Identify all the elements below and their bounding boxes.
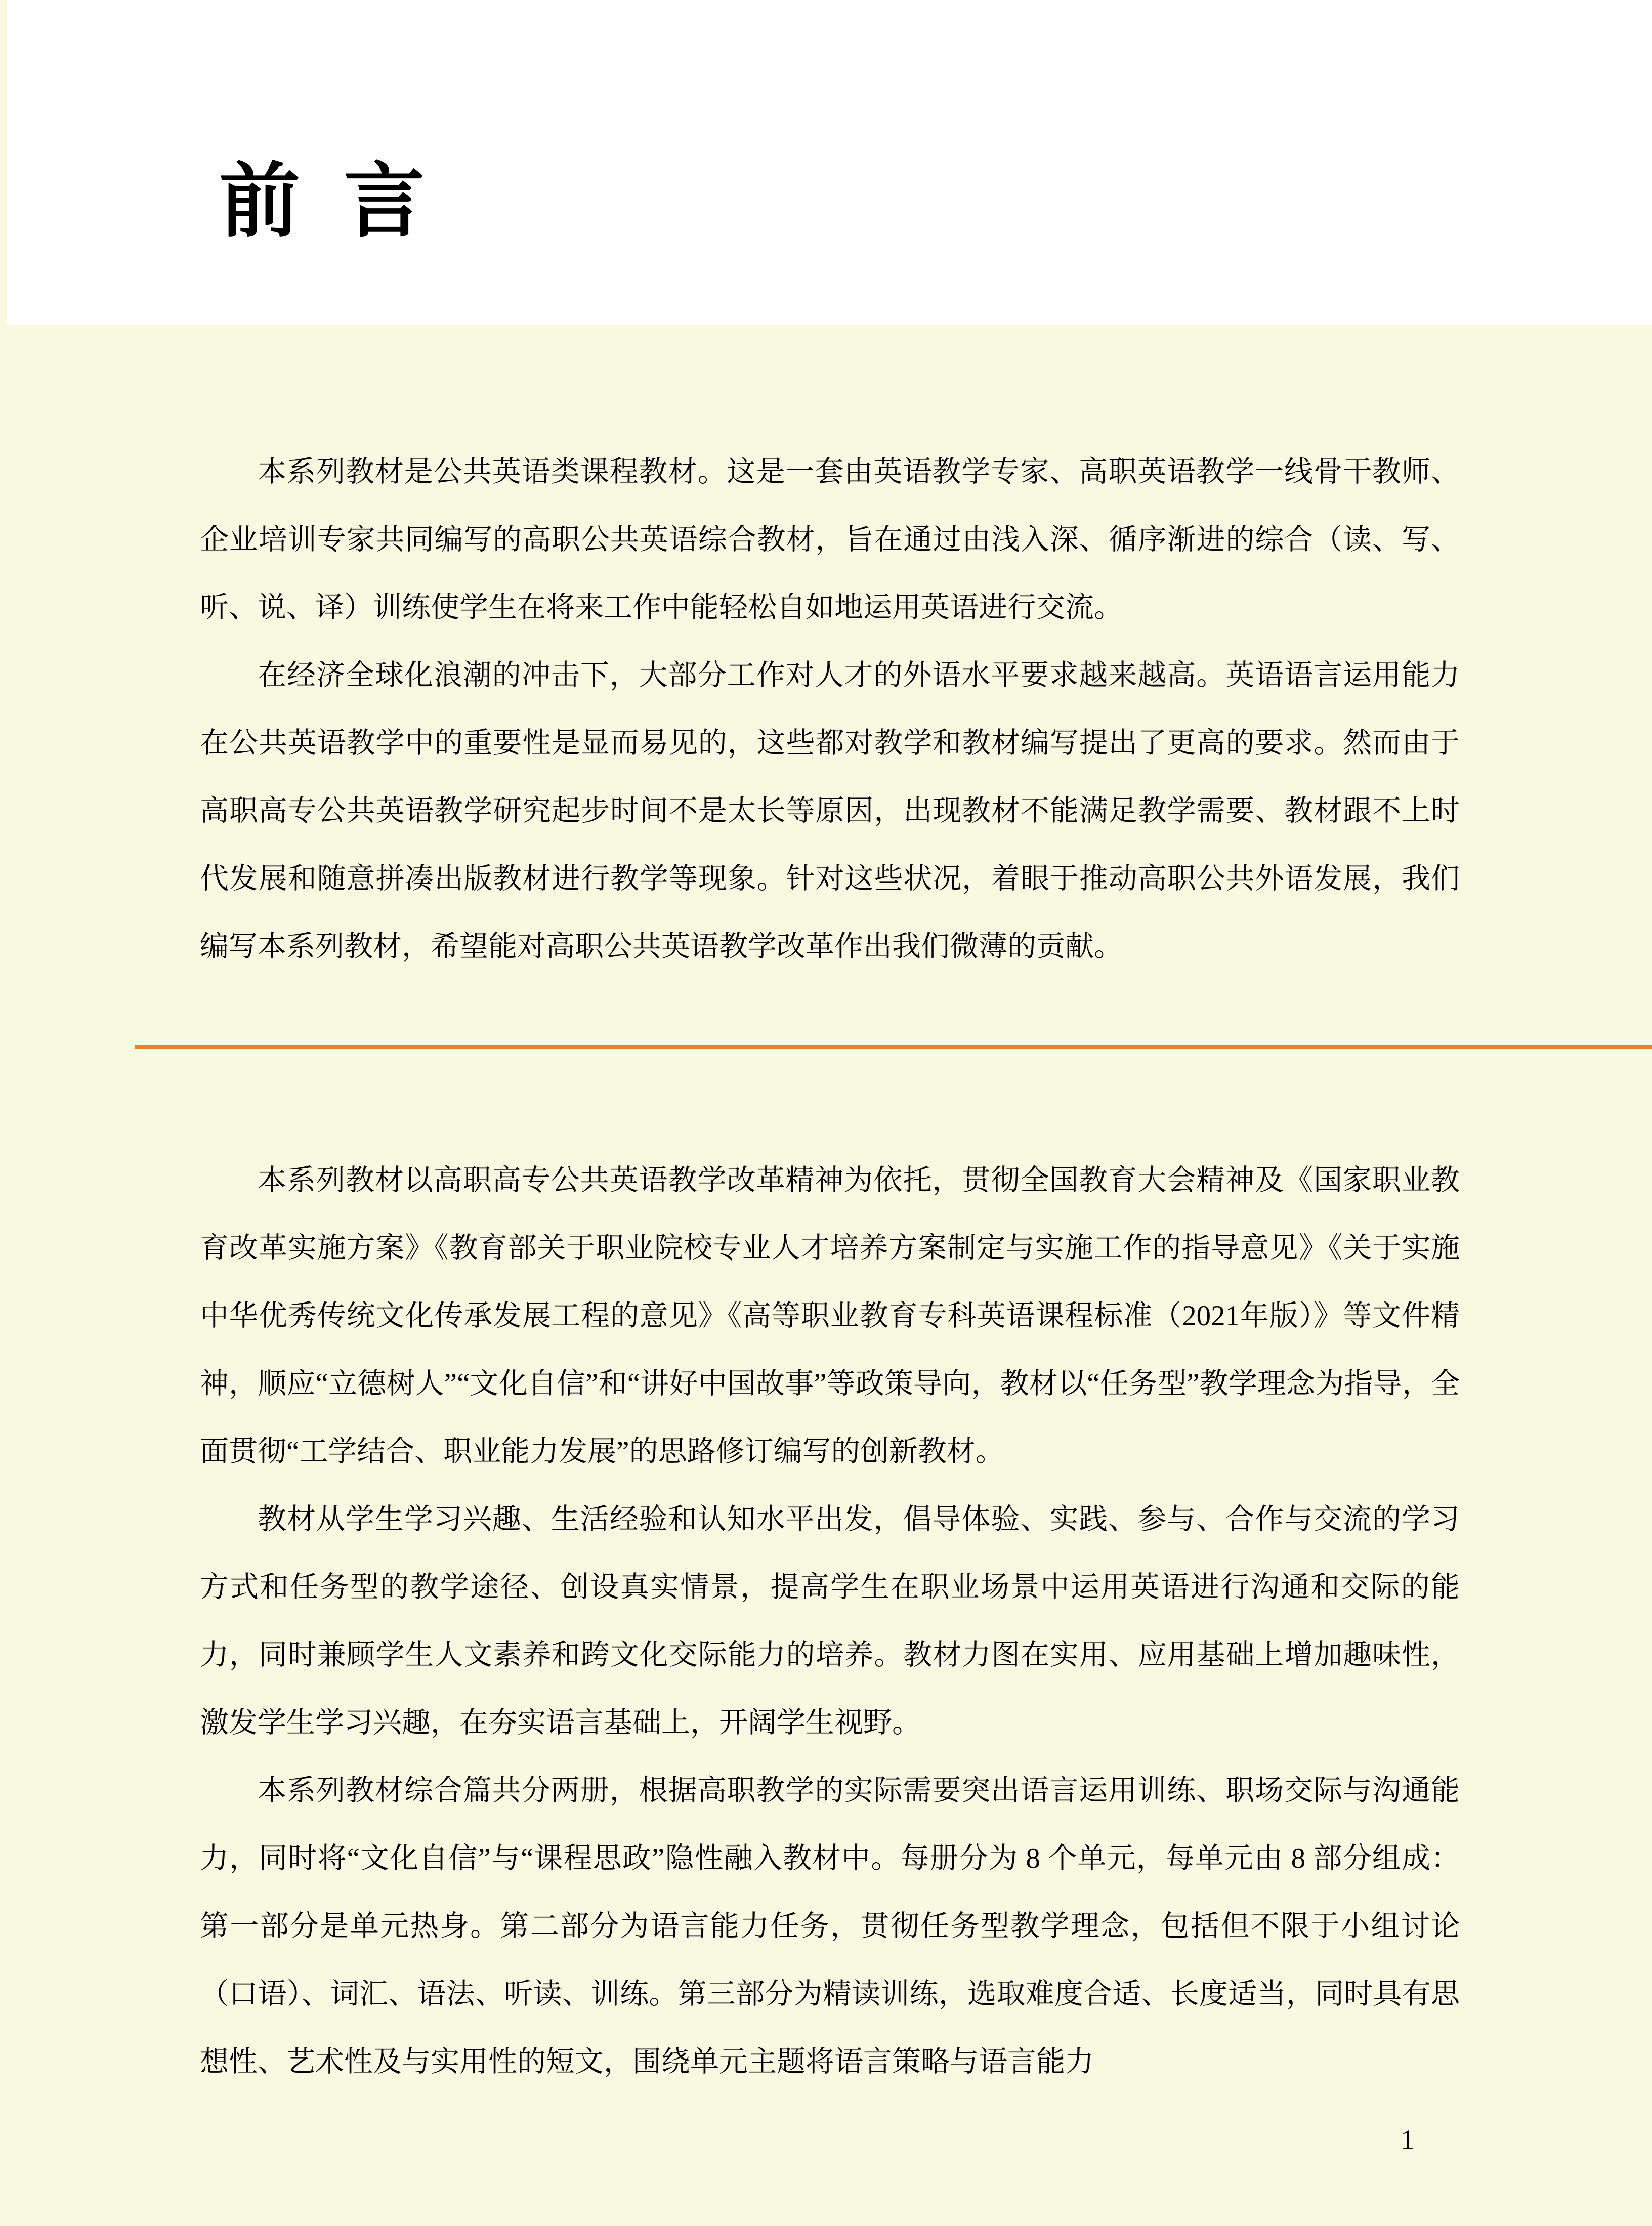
section-details [200,1147,1460,2096]
orange-divider [135,1045,1652,1049]
section-intro [200,438,1460,981]
page-number: 1 [1401,2124,1415,2155]
paragraph-3: 本系列教材以高职高专公共英语教学改革精神为依托，贯彻全国教育大会精神及《国家职业教育改革实施方案》《教育部关于职业院校专业人才培养方案制定与实施工作的指导意见》《关于实施中华优秀传统文化传承发展工程的意见》《高等职业教育专科英语课程标准（2021年版）》等文件精神，顺应“立德树人”“文化自信”和“讲好中国故事”等政策导向，教材以“任务型”教学理念为指导，全面贯彻“工学结合、职业能力发展”的思路修订编写的创新教材。 [200,1164,1460,1467]
paragraph-5: 本系列教材综合篇共分两册，根据高职教学的实际需要突出语言运用训练、职场交际与沟通能力，同时将“文化自信”与“课程思政”隐性融入教材中。每册分为 8 个单元，每单元由 8 部分组成：第一部分是单元热身。第二部分为语言能力任务，贯彻任务型教学理念，包括但不限于小组讨论（口语）、词汇、语法、听读、训练。第三部分为精读训练，选取难度合适、长度适当，同时具有思想性、艺术性及与实用性的短文，围绕单元主题将语言策略与语言能力 [200,1775,1460,2078]
header-band [7,0,1652,325]
paragraph-4: 教材从学生学习兴趣、生活经验和认知水平出发，倡导体验、实践、参与、合作与交流的学习方式和任务型的教学途径、创设真实情景，提高学生在职业场景中运用英语进行沟通和交际的能力，同时兼顾学生人文素养和跨文化交际能力的培养。教材力图在实用、应用基础上增加趣味性，激发学生学习兴趣，在夯实语言基础上，开阔学生视野。 [200,1503,1460,1739]
paragraph-2: 在经济全球化浪潮的冲击下，大部分工作对人才的外语水平要求越来越高。英语语言运用能力在公共英语教学中的重要性是显而易见的，这些都对教学和教材编写提出了更高的要求。然而由于高职高专公共英语教学研究起步时间不是太长等原因，出现教材不能满足教学需要、教材跟不上时代发展和随意拼凑出版教材进行教学等现象。针对这些状况，着眼于推动高职公共外语发展，我们编写本系列教材，希望能对高职公共英语教学改革作出我们微薄的贡献。 [200,659,1460,962]
page-title: 前 言 [219,156,429,246]
paragraph-1: 本系列教材是公共英语类课程教材。这是一套由英语教学专家、高职英语教学一线骨干教师、企业培训专家共同编写的高职公共英语综合教材，旨在通过由浅入深、循序渐进的综合（读、写、听、说、译）训练使学生在将来工作中能轻松自如地运用英语进行交流。 [200,456,1460,623]
